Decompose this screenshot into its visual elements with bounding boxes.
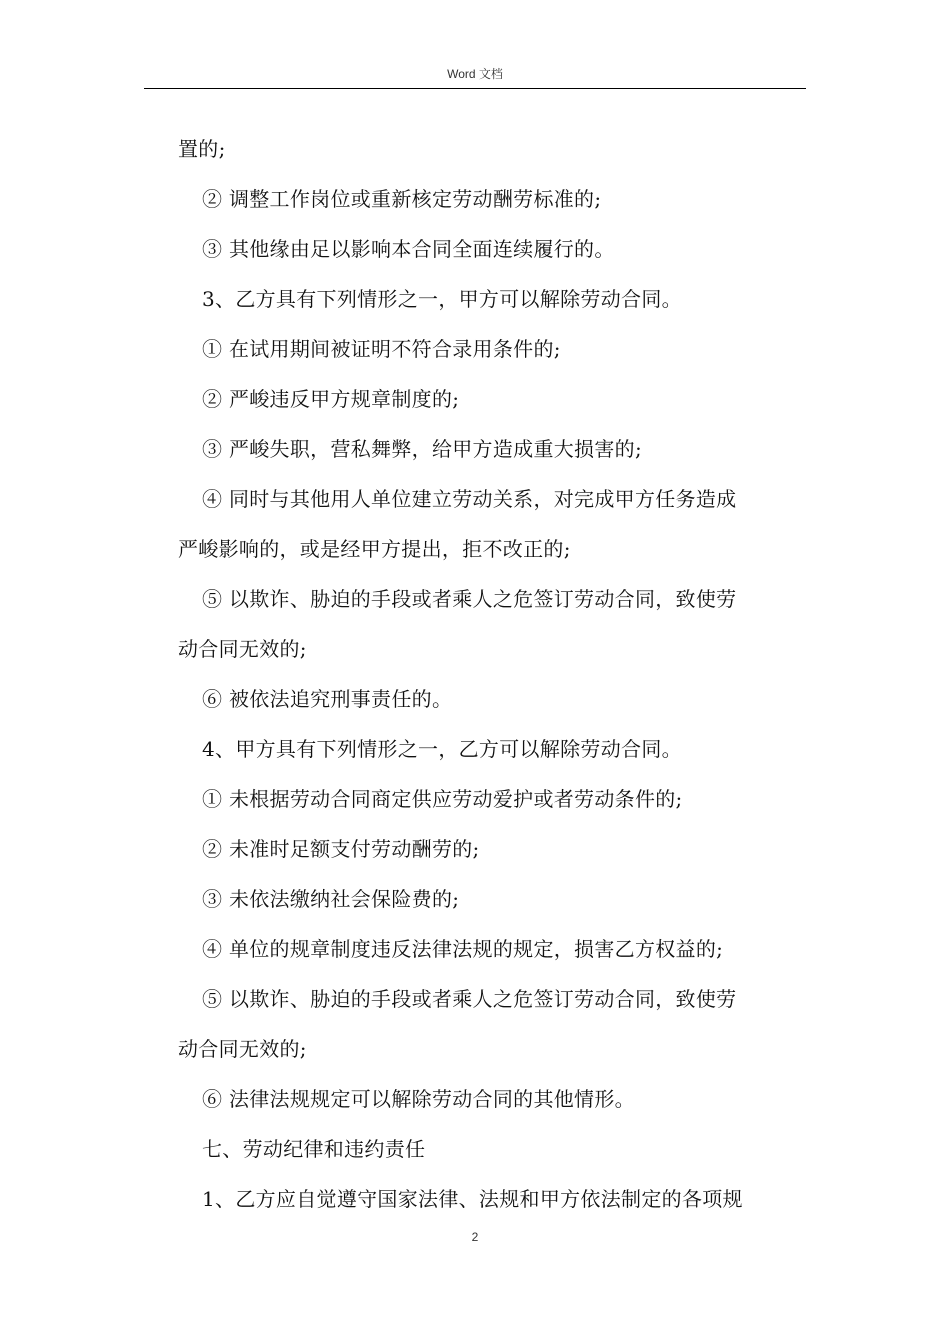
paragraph-line: ⑤ 以欺诈、胁迫的手段或者乘人之危签订劳动合同，致使劳: [202, 587, 737, 611]
paragraph-line: ④ 同时与其他用人单位建立劳动关系，对完成甲方任务造成: [202, 487, 737, 511]
paragraph-line: ① 在试用期间被证明不符合录用条件的;: [202, 337, 561, 361]
chapter-heading: 七、劳动纪律和违约责任: [202, 1137, 426, 1161]
paragraph-line: ② 未准时足额支付劳动酬劳的;: [202, 837, 480, 861]
section-heading: 4、甲方具有下列情形之一，乙方可以解除劳动合同。: [202, 737, 682, 761]
paragraph-line: ⑥ 法律法规规定可以解除劳动合同的其他情形。: [202, 1087, 635, 1111]
paragraph-line: ⑤ 以欺诈、胁迫的手段或者乘人之危签订劳动合同，致使劳: [202, 987, 737, 1011]
header-divider: [144, 88, 806, 89]
paragraph-line: ② 调整工作岗位或重新核定劳动酬劳标准的;: [202, 187, 602, 211]
document-body: [178, 124, 798, 1224]
paragraph-line: 置的;: [178, 137, 226, 161]
paragraph-line: ③ 未依法缴纳社会保险费的;: [202, 887, 460, 911]
paragraph-line: ③ 严峻失职，营私舞弊，给甲方造成重大损害的;: [202, 437, 642, 461]
paragraph-line: ③ 其他缘由足以影响本合同全面连续履行的。: [202, 237, 615, 261]
paragraph-line: ⑥ 被依法追究刑事责任的。: [202, 687, 453, 711]
paragraph-line: 动合同无效的;: [178, 637, 307, 661]
paragraph-line: ④ 单位的规章制度违反法律法规的规定，损害乙方权益的;: [202, 937, 724, 961]
paragraph-line: 1、乙方应自觉遵守国家法律、法规和甲方依法制定的各项规: [202, 1187, 743, 1211]
paragraph-line: ① 未根据劳动合同商定供应劳动爱护或者劳动条件的;: [202, 787, 683, 811]
paragraph-line: 严峻影响的，或是经甲方提出，拒不改正的;: [178, 537, 571, 561]
section-heading: 3、乙方具有下列情形之一，甲方可以解除劳动合同。: [202, 287, 682, 311]
page-header: Word 文档: [447, 67, 503, 81]
paragraph-line: ② 严峻违反甲方规章制度的;: [202, 387, 460, 411]
page-number: 2: [471, 1230, 479, 1244]
paragraph-line: 动合同无效的;: [178, 1037, 307, 1061]
